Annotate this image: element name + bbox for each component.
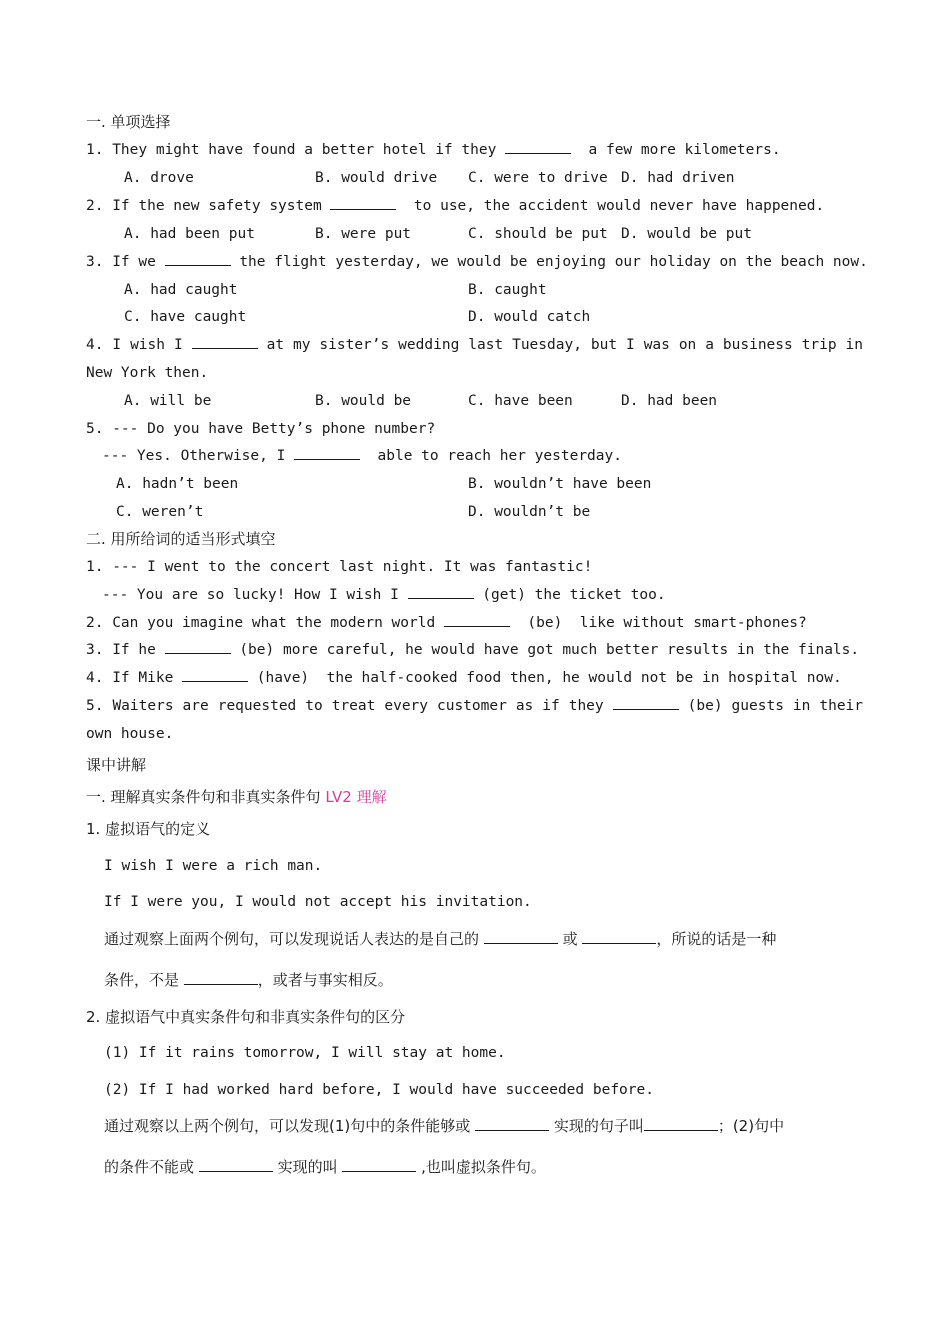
observation-1: 通过观察上面两个例句，可以发现说话人表达的是自己的 或 ，所说的话是一种 — [104, 930, 777, 948]
example-3: (1) If it rains tomorrow, I will stay at home. — [104, 1045, 506, 1061]
option-b: B. caught — [468, 282, 547, 298]
option-a: A. had been put — [124, 226, 255, 242]
example-1: I wish I were a rich man. — [104, 858, 323, 874]
answer-blank — [613, 696, 679, 710]
answer-blank — [505, 140, 571, 154]
question-5-reply: --- Yes. Otherwise, I able to reach her yesterday. — [102, 448, 622, 464]
answer-blank — [199, 1158, 273, 1172]
question-5-stem: 5. --- Do you have Betty’s phone number? — [86, 421, 436, 437]
answer-blank — [165, 252, 231, 266]
section1-title: 一. 单项选择 — [86, 113, 171, 131]
option-a: A. had caught — [124, 282, 238, 298]
fill-question-5: 5. Waiters are requested to treat every customer as if they (be) guests in their — [86, 698, 864, 714]
lecture-subtitle: 一. 理解真实条件句和非真实条件句 LV2 理解 — [86, 788, 387, 806]
fill-question-4: 4. If Mike (have) the half-cooked food then, he would not be in hospital now. — [86, 670, 842, 686]
option-d: D. wouldn’t be — [468, 504, 591, 520]
answer-blank — [475, 1117, 549, 1131]
lecture-heading: 课中讲解 — [86, 756, 147, 774]
fill-question-1: 1. --- I went to the concert last night. It was fantastic! — [86, 559, 593, 575]
option-c: C. weren’t — [116, 504, 204, 520]
point-1-title: 1. 虚拟语气的定义 — [86, 820, 211, 838]
answer-blank — [582, 930, 656, 944]
option-c: C. were to drive — [468, 170, 608, 186]
option-d: D. would catch — [468, 309, 591, 325]
answer-blank — [182, 668, 248, 682]
option-c: C. have been — [468, 393, 573, 409]
option-b: B. would be — [315, 393, 412, 409]
fill-question-2: 2. Can you imagine what the modern world (be) like without smart-phones? — [86, 615, 807, 631]
option-a: A. drove — [124, 170, 194, 186]
answer-blank — [294, 446, 360, 460]
fill-question-1-reply: --- You are so lucky! How I wish I (get) the ticket too. — [102, 587, 666, 603]
option-d: D. had driven — [621, 170, 735, 186]
answer-blank — [644, 1117, 718, 1131]
answer-blank — [484, 930, 558, 944]
option-c: C. should be put — [468, 226, 608, 242]
question-1-stem: 1. They might have found a better hotel if they a few more kilometers. — [86, 142, 781, 158]
fill-question-5-cont: own house. — [86, 726, 174, 742]
observation-1-cont: 条件，不是 ，或者与事实相反。 — [104, 971, 393, 989]
fill-question-3: 3. If he (be) more careful, he would have got much better results in the finals. — [86, 642, 860, 658]
option-d: D. had been — [621, 393, 718, 409]
question-2-stem: 2. If the new safety system to use, the accident would never have happened. — [86, 198, 825, 214]
answer-blank — [192, 335, 258, 349]
option-b: B. were put — [315, 226, 412, 242]
answer-blank — [165, 640, 231, 654]
question-4-stem-cont: New York then. — [86, 365, 209, 381]
question-4-stem: 4. I wish I at my sister’s wedding last Tuesday, but I was on a business trip in — [86, 337, 864, 353]
answer-blank — [444, 613, 510, 627]
level-tag: LV2 理解 — [325, 788, 387, 806]
option-b: B. wouldn’t have been — [468, 476, 652, 492]
observation-2-cont: 的条件不能或 实现的叫 ,也叫虚拟条件句。 — [104, 1158, 546, 1176]
question-3-stem: 3. If we the flight yesterday, we would be enjoying our holiday on the beach now. — [86, 254, 868, 270]
observation-2: 通过观察以上两个例句，可以发现(1)句中的条件能够或 实现的句子叫 ；(2)句中 — [104, 1117, 785, 1135]
option-a: A. will be — [124, 393, 212, 409]
option-d: D. would be put — [621, 226, 752, 242]
answer-blank — [330, 196, 396, 210]
answer-blank — [342, 1158, 416, 1172]
option-a: A. hadn’t been — [116, 476, 239, 492]
answer-blank — [184, 971, 258, 985]
example-2: If I were you, I would not accept his invitation. — [104, 894, 532, 910]
section2-title: 二. 用所给词的适当形式填空 — [86, 530, 276, 548]
answer-blank — [408, 585, 474, 599]
example-4: (2) If I had worked hard before, I would have succeeded before. — [104, 1082, 654, 1098]
option-c: C. have caught — [124, 309, 247, 325]
option-b: B. would drive — [315, 170, 438, 186]
point-2-title: 2. 虚拟语气中真实条件句和非真实条件句的区分 — [86, 1008, 406, 1026]
